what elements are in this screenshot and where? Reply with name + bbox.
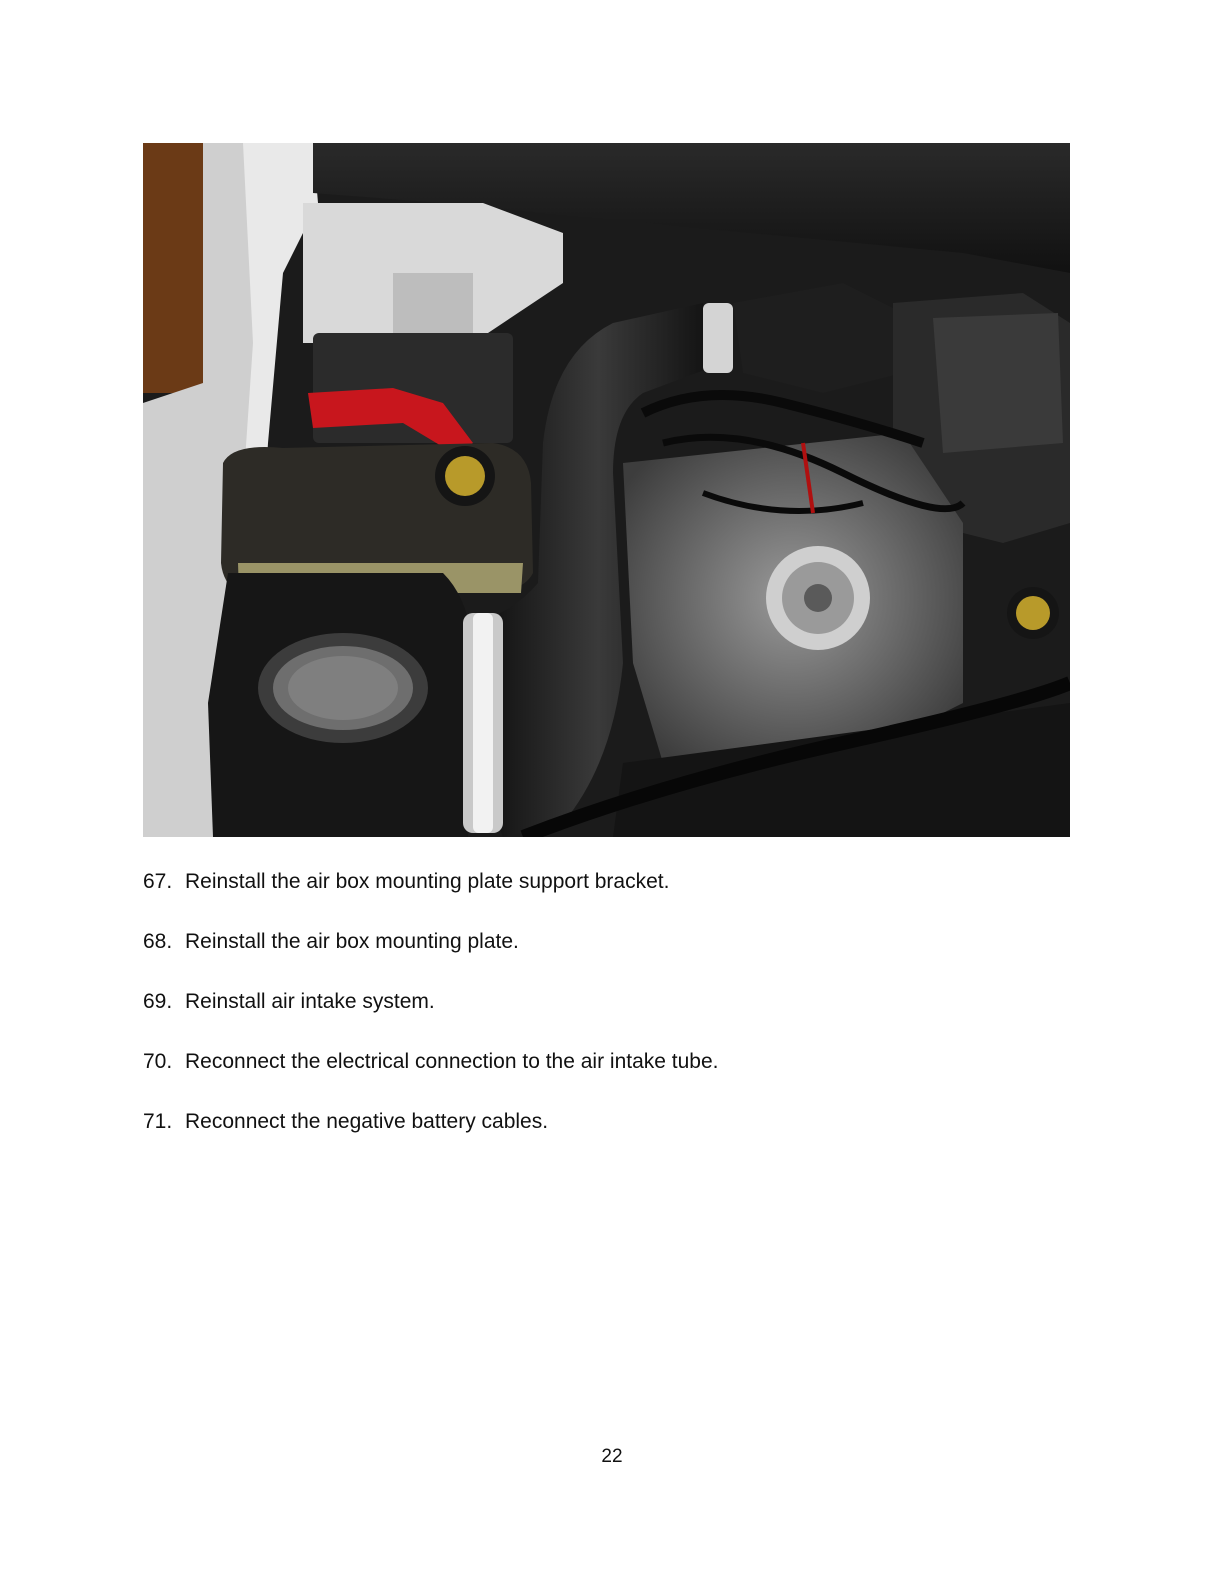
engine-bay-illustration — [143, 143, 1070, 837]
page-number: 22 — [601, 1446, 623, 1467]
step-text: Reinstall the air box mounting plate. — [185, 930, 519, 953]
step-number: 70. — [143, 1050, 173, 1073]
step-number: 69. — [143, 990, 173, 1013]
step-number: 67. — [143, 870, 173, 893]
instruction-steps — [143, 866, 719, 1166]
step-text: Reinstall the air box mounting plate support bracket. — [185, 870, 670, 893]
step-text: Reconnect the negative battery cables. — [185, 1110, 549, 1133]
step-number: 71. — [143, 1110, 173, 1133]
step-number: 68. — [143, 930, 173, 953]
list-item — [143, 1106, 719, 1138]
step-text: Reinstall air intake system. — [185, 990, 435, 1013]
step-text: Reconnect the electrical connection to the air intake tube. — [185, 1050, 719, 1073]
list-item — [143, 986, 719, 1018]
list-item — [143, 1046, 719, 1078]
engine-bay-photo — [143, 143, 1070, 837]
list-item — [143, 926, 719, 958]
list-item — [143, 866, 719, 898]
